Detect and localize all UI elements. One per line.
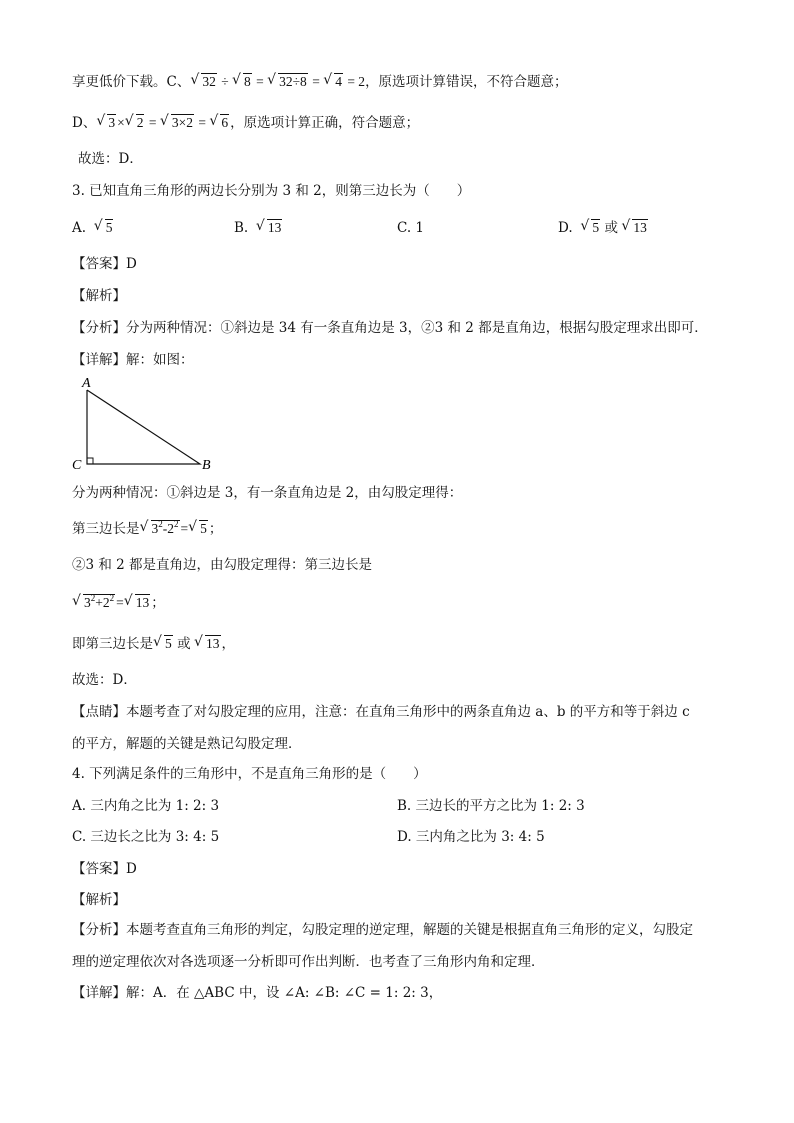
q3-option-a-value: √ 5 [90,220,114,235]
line1-suffix: ，原选项计算错误，不符合题意； [365,74,568,90]
case2-result-suffix: ； [151,595,165,611]
right-angle-mark [87,458,93,464]
question-3-stem: 3. 已知直角三角形的两边长分别为 3 和 2，则第三边长为（ ） [72,183,471,199]
q4-option-b: B. 三边长的平方之比为 1: 2: 3 [397,798,585,814]
q4-detail-line: 【详解】解：A．在 △ABC 中，设 ∠A: ∠B: ∠C = 1: 2: 3， [72,985,443,1001]
q4-analysis-line-2: 理的逆定理依次对各选项逐一分析即可作出判断．也考查了三角形内角和定理． [72,954,545,970]
solution-case-1-result [72,519,222,539]
right-triangle-figure [70,374,220,474]
q3-option-b-value: √ 13 [253,220,284,235]
case1-result-suffix: ； [208,521,223,537]
case1-result-prefix: 第三边长是 [72,521,140,537]
summary-suffix: ， [221,636,235,652]
q3-answer: 【答案】D [72,256,137,272]
q3-analysis: 【分析】分为两种情况：①斜边是 34 有一条直角边是 3，②3 和 2 都是直角边，根据勾股定理求出即可． [72,320,708,336]
q3-option-d-value: √ 5 或 √ 13 [577,220,649,235]
q3-option-c: C. 1 [397,220,425,236]
vertex-label-c: C [72,458,82,473]
case2-result-math: √ $3^2+2^2$ =√ 13 [72,595,151,610]
line-d-option-explanation [72,113,419,133]
line2-math: √ 3 ×√ 2 = √ 3×2 = √ 6 [96,115,230,130]
line2-prefix: D、 [72,115,97,131]
q3-option-b-label: B. [234,220,249,236]
q3-option-a-label: A. [72,220,87,236]
solution-case-2: ②3 和 2 都是直角边，由勾股定理得：第三边长是 [72,557,373,573]
question-4-stem: 4. 下列满足条件的三角形中，不是直角三角形的是（ ） [72,766,427,782]
solution-case-1: 分为两种情况：①斜边是 3，有一条直角边是 2，由勾股定理得： [72,485,463,501]
q4-option-c: C. 三边长之比为 3: 4: 5 [72,829,220,845]
q3-final-choice: 故选：D． [72,672,137,688]
summary-prefix: 即第三边长是 [72,636,153,652]
q3-detail-heading: 【详解】解：如图： [72,352,194,368]
line-c-option-explanation [72,72,568,92]
line1-prefix: 享更低价下载。C、 [72,74,191,90]
q3-comment-line-2: 的平方，解题的关键是熟记勾股定理． [72,736,302,752]
q3-option-d [558,218,649,238]
case1-result-math: √ $3^2-2^2$ =√ 5 [140,521,209,536]
q3-option-a [72,218,114,238]
vertex-label-b: B [202,458,211,473]
triangle-outline [87,390,200,464]
line1-math: √ 32 ÷ √ 8 = √ 32÷8 = √ 4 = 2 [190,74,365,89]
q4-answer: 【答案】D [72,861,137,877]
line2-suffix: ，原选项计算正确，符合题意； [230,115,420,131]
q3-option-b [234,218,283,238]
q4-analysis-line-1: 【分析】本题考查直角三角形的判定，勾股定理的逆定理，解题的关键是根据直角三角形的定义，勾股定 [72,922,693,938]
conclusion-line: 故选：D． [78,151,143,167]
q3-analysis-heading: 【解析】 [72,288,126,304]
q3-comment-line-1: 【点睛】本题考查了对勾股定理的应用，注意：在直角三角形中的两条直角边 a、b 的平方和等于斜边 c [72,704,690,720]
q4-option-d: D. 三内角之比为 3: 4: 5 [397,829,545,845]
q4-analysis-heading: 【解析】 [72,892,126,908]
q3-option-d-label: D. [558,220,573,236]
q4-option-a: A. 三内角之比为 1: 2: 3 [72,798,220,814]
vertex-label-a: A [82,376,91,391]
solution-summary [72,634,235,654]
solution-case-2-result [72,593,165,613]
summary-math: √ 5 或 √ 13 [153,636,222,651]
